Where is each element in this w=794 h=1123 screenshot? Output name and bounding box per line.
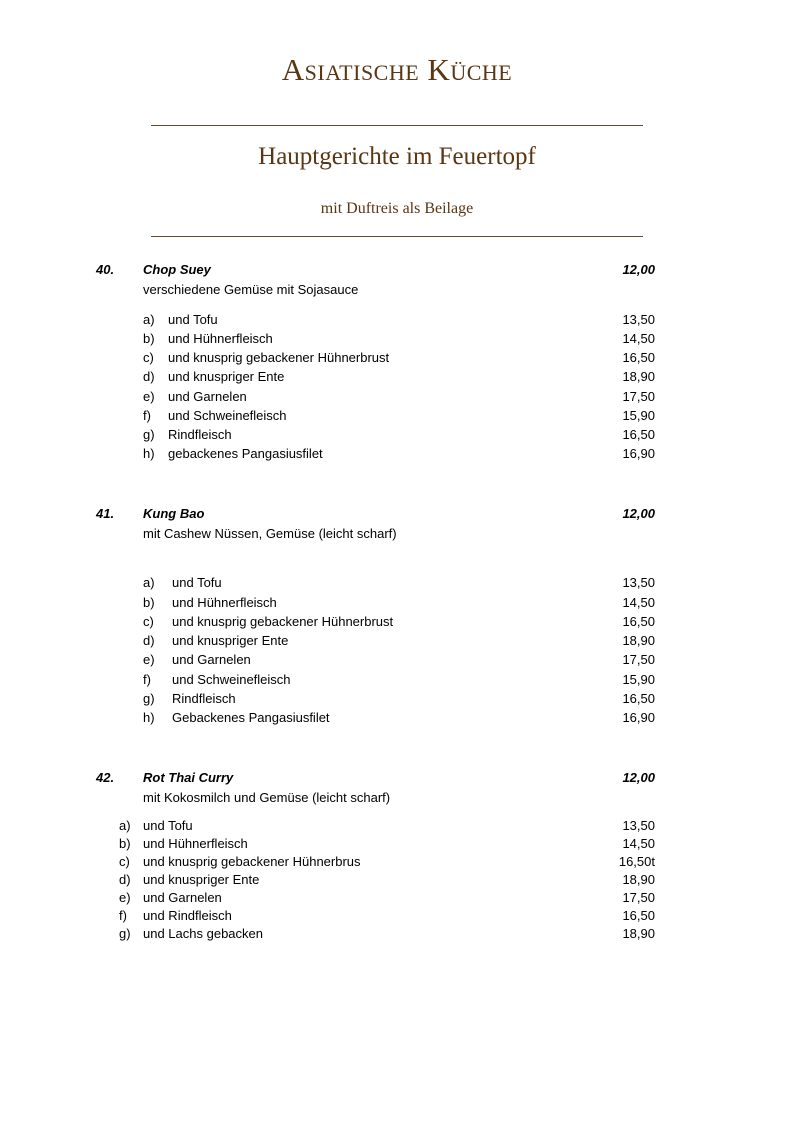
option-label: und Hühnerfleisch [168, 331, 273, 346]
option-price: 17,50 [622, 890, 655, 905]
option-letter: c) [143, 350, 154, 365]
option-letter: d) [143, 369, 155, 384]
option-letter: g) [143, 691, 155, 706]
option-price: 16,50 [622, 908, 655, 923]
option-price: 18,90 [622, 872, 655, 887]
divider-bottom [151, 236, 643, 237]
divider-top [151, 125, 643, 126]
option-price: 16,90 [622, 710, 655, 725]
option-letter: e) [143, 652, 155, 667]
page-title: Asiatische Küche [281, 52, 513, 87]
option-price: 16,50 [622, 614, 655, 629]
option-label: und Schweinefleisch [168, 408, 287, 423]
option-price: 15,90 [622, 672, 655, 687]
option-label: und knusprig gebackener Hühnerbrust [172, 614, 394, 629]
side-dish-note: mit Duftreis als Beilage [320, 200, 474, 217]
option-label: gebackenes Pangasiusfilet [168, 446, 323, 461]
option-price: 17,50 [622, 389, 655, 404]
option-label: und Garnelen [172, 652, 251, 667]
option-letter: f) [143, 672, 151, 687]
option-label: und knusprig gebackener Hühnerbrust [168, 350, 390, 365]
option-letter: b) [119, 836, 131, 851]
option-label: und Rindfleisch [143, 908, 232, 923]
dish-number: 40. [96, 262, 115, 277]
option-label: und Tofu [168, 312, 218, 327]
option-price: 18,90 [622, 926, 655, 941]
option-price: 14,50 [622, 331, 655, 346]
option-letter: e) [143, 389, 155, 404]
option-letter: f) [119, 908, 127, 923]
option-label: und knuspriger Ente [168, 369, 285, 384]
option-label: und Hühnerfleisch [172, 595, 277, 610]
option-price: 16,50 [622, 350, 655, 365]
option-label: und Schweinefleisch [172, 672, 291, 687]
option-price: 16,90 [622, 446, 655, 461]
option-price: 18,90 [622, 369, 655, 384]
option-letter: h) [143, 710, 155, 725]
dish-base-price: 12,00 [622, 770, 655, 785]
option-letter: a) [119, 818, 131, 833]
option-label: und Tofu [172, 575, 222, 590]
option-price: 16,50t [618, 854, 655, 869]
dish-base-price: 12,00 [622, 262, 655, 277]
option-label: und Hühnerfleisch [143, 836, 248, 851]
option-label: und Tofu [143, 818, 193, 833]
option-letter: g) [119, 926, 131, 941]
option-letter: a) [143, 575, 155, 590]
option-price: 13,50 [622, 312, 655, 327]
dish-name: Kung Bao [143, 506, 205, 521]
option-letter: c) [119, 854, 130, 869]
option-letter: g) [143, 427, 155, 442]
option-letter: b) [143, 595, 155, 610]
dish-description: verschiedene Gemüse mit Sojasauce [143, 282, 359, 297]
section-title: Hauptgerichte im Feuertopf [258, 143, 536, 170]
option-label: und Garnelen [168, 389, 247, 404]
option-price: 17,50 [622, 652, 655, 667]
option-letter: h) [143, 446, 155, 461]
option-letter: c) [143, 614, 154, 629]
option-price: 15,90 [622, 408, 655, 423]
option-letter: b) [143, 331, 155, 346]
dish-description: mit Cashew Nüssen, Gemüse (leicht scharf) [143, 526, 397, 541]
option-price: 16,50 [622, 427, 655, 442]
option-label: Rindfleisch [172, 691, 236, 706]
option-label: und knusprig gebackener Hühnerbrus [143, 854, 361, 869]
dish-name: Chop Suey [143, 262, 211, 277]
option-letter: d) [119, 872, 131, 887]
option-letter: e) [119, 890, 131, 905]
option-letter: d) [143, 633, 155, 648]
option-price: 13,50 [622, 575, 655, 590]
dish-name: Rot Thai Curry [143, 770, 234, 785]
option-price: 14,50 [622, 836, 655, 851]
option-price: 16,50 [622, 691, 655, 706]
option-price: 14,50 [622, 595, 655, 610]
option-label: und knuspriger Ente [143, 872, 260, 887]
dish-base-price: 12,00 [622, 506, 655, 521]
dish-number: 42. [96, 770, 115, 785]
dish-number: 41. [96, 506, 115, 521]
option-label: und knuspriger Ente [172, 633, 289, 648]
option-price: 18,90 [622, 633, 655, 648]
option-price: 13,50 [622, 818, 655, 833]
option-letter: f) [143, 408, 151, 423]
option-letter: a) [143, 312, 155, 327]
dish-description: mit Kokosmilch und Gemüse (leicht scharf) [143, 790, 391, 805]
option-label: und Lachs gebacken [143, 926, 263, 941]
option-label: Rindfleisch [168, 427, 232, 442]
option-label: Gebackenes Pangasiusfilet [172, 710, 330, 725]
option-label: und Garnelen [143, 890, 222, 905]
